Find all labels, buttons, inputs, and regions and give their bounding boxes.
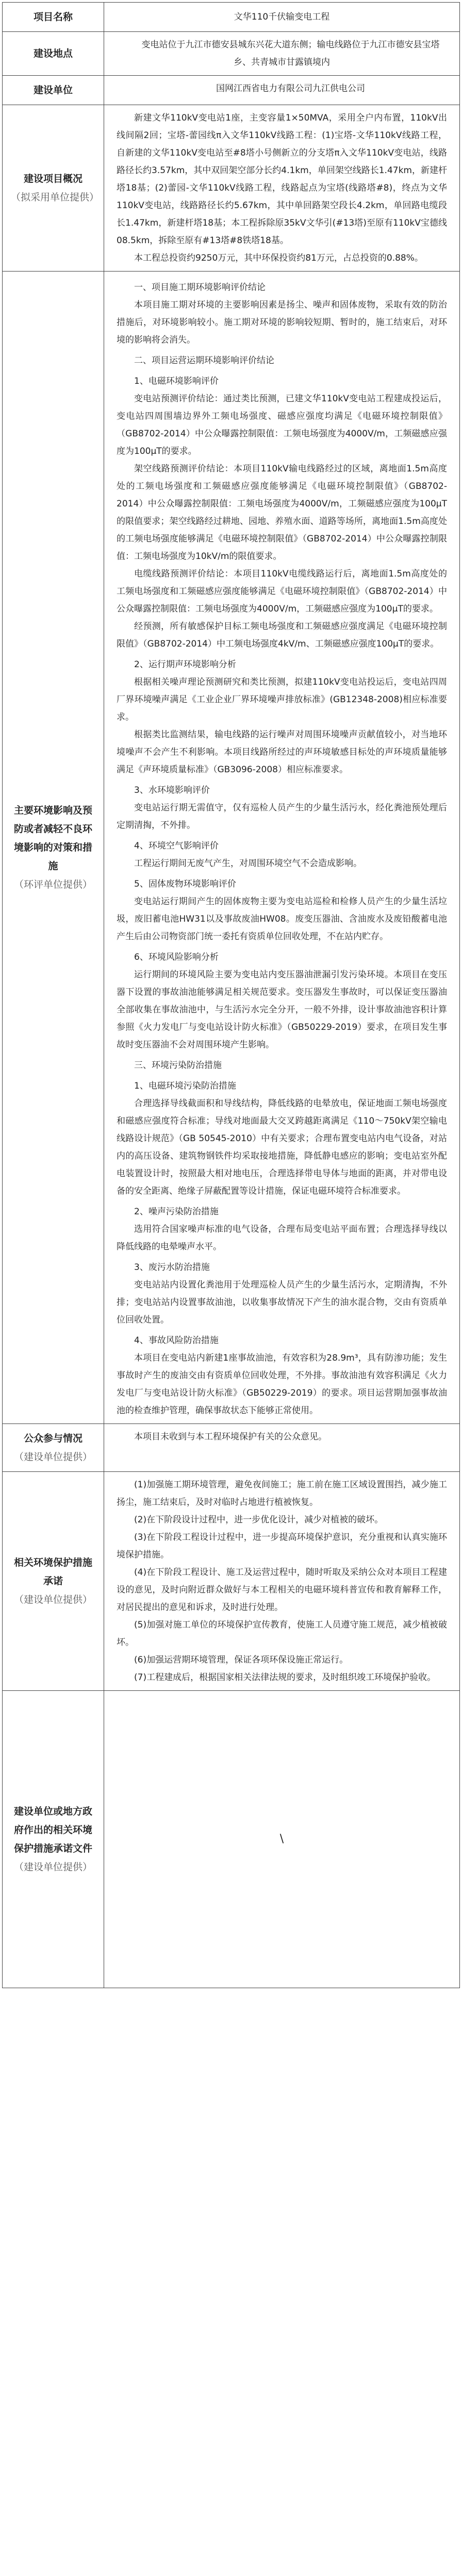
row-impacts (3, 272, 460, 1424)
public-content (104, 1424, 460, 1472)
impacts-paragraph: 变电站站内设置化粪池用于处理巡检人员产生的少量生活污水，定期清掏，不外排；变电站站内设置事故油池，以收集事故情况下产生的油水混合物，交由有资质单位回收处置。 (117, 1280, 447, 1325)
builder-paragraph: 国网江西省电力有限公司九江供电公司 (216, 83, 365, 94)
commit-paragraph: (7)工程建成后，根据国家相关法律法规的要求，及时组织竣工环境保护验收。 (134, 1672, 436, 1683)
impacts-paragraph: 2、运行期声环境影响分析 (134, 659, 236, 670)
impacts-paragraph: 1、电磁环境污染防治措施 (134, 1081, 236, 1091)
eia-disclosure-form (2, 2, 460, 1988)
impacts-paragraph: 5、固体废物环境影响评价 (134, 879, 236, 889)
commit-content (104, 1472, 460, 1691)
impacts-paragraph: 运行期间的环境风险主要为变电站内变压器油泄漏引发污染环境。本项目在变压器下设置的事故油池能够满足相关规范要求。变压器发生事故时，可以保证变压器油全部收集在事故油池中，与生活污水完全分开，一般不外排，设计事故油池容积计算参照《火力发电厂与变电站设计防火标准》（GB50229-2019）要求，在项目发生事故时变压器油不会对周围环境产生影响。 (117, 970, 447, 1050)
impacts-label: 主要环境影响及预防或者减轻不良环境影响的对策和措施 (13, 805, 92, 872)
scale-hint: （拟采用单位提供） (11, 192, 100, 203)
impacts-paragraph: 变电站运行期间产生的固体废物主要为变电站巡检和检修人员产生的少量生活垃圾，废旧蓄电池HW31以及事故废油HW08。废变压器油、含油废水及废铅酸蓄电池产生后由公司物资部门统一委托有资质单位回收处理，不在站内贮存。 (117, 896, 447, 942)
commit-paragraph: (5)加强对施工单位的环境保护宣传教育，使施工人员遵守施工规范，减少植被破坏。 (117, 1620, 447, 1648)
public-label-cell (3, 1424, 104, 1472)
row-builder (3, 76, 460, 105)
commit-paragraph: (4)在下阶段工程设计、施工及运营过程中，随时听取及采纳公众对本项目工程建设的意见，及时向附近群众做好与本工程相关的电磁环境科普宣传和教育解释工作，对居民提出的意见和诉求，及时进行处理。 (117, 1567, 447, 1613)
impacts-paragraph: 选用符合国家噪声标准的电气设备，合理布局变电站平面布置；合理选择导线以降低线路的电晕噪声水平。 (117, 1224, 447, 1252)
project-name-label: 项目名称 (3, 3, 104, 32)
other-paragraph: \ (279, 1833, 284, 1845)
impacts-paragraph: 1、电磁环境影响评价 (134, 376, 219, 386)
impacts-paragraph: 本项目在变电站内新建1座事故油池，有效容积为28.9m³，具有防渗功能；发生事故时产生的废油交由有资质单位回收处理，不外排。事故油池有效容积满足《火力发电厂与变电站设计防火标准》（GB50229-2019）的要求。项目运营期加强事故油池的检查维护管理，确保事故状态下能够正常使用。 (117, 1353, 447, 1416)
impacts-paragraph: 根据类比监测结果，输电线路的运行噪声对周围环境噪声贡献值较小，对当地环境噪声不会产生不利影响。本项目线路所经过的声环境敏感目标处的声环境质量能够满足《声环境质量标准》（GB3096-2008）相应标准要求。 (117, 730, 447, 775)
commit-label-cell (3, 1472, 104, 1691)
unit-label-cell (3, 32, 104, 76)
impacts-paragraph: 二、项目运营运期环境影响评价结论 (134, 355, 274, 366)
commit-paragraph: (2)在下阶段设计过程中，进一步优化设计，减少对植被的破坏。 (134, 1515, 384, 1525)
impacts-paragraph: 合理选择导线截面积和导线结构，降低线路的电晕放电，保证地面工频电场强度和磁感应强度符合标准；导线对地面最大交叉跨越距离满足《110～750kV架空输电线路设计规范》（GB 50545-2010）中有关要求；合理布置变电站内电气设备，对站内的高压设备、建筑物钢铁件均采取接地措施，降低静电感应的影响；变电站室外配电装置设计时，按照最大相对地电压，合理选择带电导体与地面的距离，并对带电设备的安全距离、绝缘子屏蔽配置等设计措施，保证电磁环境符合标准要求。 (117, 1098, 447, 1196)
commit-paragraph: (6)加强运营期环境管理，保证各项环保设施正常运行。 (134, 1655, 349, 1665)
impacts-paragraph: 4、环境空气影响评价 (134, 841, 219, 851)
scale-label-cell (3, 105, 104, 272)
row-other (3, 1691, 460, 1988)
impacts-paragraph: 3、废污水防治措施 (134, 1262, 210, 1273)
scale-paragraph: 本工程总投资约9250万元，其中环保投资约81万元，占总投资的0.88%。 (134, 253, 423, 263)
impacts-paragraph: 工程运行期间无废气产生，对周围环境空气不会造成影响。 (134, 858, 362, 869)
impacts-paragraph: 4、事故风险防治措施 (134, 1335, 219, 1346)
row-commit (3, 1472, 460, 1691)
impacts-paragraph: 2、噪声污染防治措施 (134, 1207, 219, 1217)
impacts-paragraph: 经预测，所有敏感保护目标工频电场强度和工频磁感应强度满足《电磁环境控制限值》（GB8702-2014）中工频电场强度4kV/m、工频磁感应强度100μT的要求。 (117, 621, 447, 649)
impacts-paragraph: 电缆线路预测评价结论：本项目110kV电缆线路运行后，离地面1.5m高度处的工频电场强度和工频磁感应强度能够满足《电磁环境控制限值》（GB8702-2014）中公众曝露控制限值：工频电场强度为4000V/m，工频磁感应强度为100μT的要求。 (117, 569, 447, 614)
commit-hint: （建设单位提供） (13, 1594, 92, 1605)
impacts-hint: （环评单位提供） (13, 879, 92, 890)
impacts-content (104, 272, 460, 1424)
unit-label: 建设地点 (33, 48, 73, 59)
builder-label-cell (3, 76, 104, 105)
impacts-paragraph: 一、项目施工期环境影响评价结论 (134, 282, 266, 293)
commit-paragraph: (3)在下阶段工程设计过程中，进一步提高环境保护意识，充分重视和认真实施环境保护措施。 (117, 1532, 447, 1560)
row-public (3, 1424, 460, 1472)
commit-label: 相关环境保护措施承诺 (13, 1557, 92, 1587)
impacts-paragraph: 6、环境风险影响分析 (134, 952, 219, 962)
row-unit (3, 32, 460, 76)
impacts-paragraph: 3、水环境影响评价 (134, 785, 210, 795)
scale-label: 建设项目概况 (23, 173, 82, 184)
public-paragraph: 本项目未收到与本工程环境保护有关的公众意见。 (134, 1432, 327, 1442)
commit-paragraph: (1)加强施工期环境管理，避免夜间施工；施工前在施工区域设置围挡，减少施工扬尘，施工结束后，及时对临时占地进行植被恢复。 (117, 1480, 447, 1507)
form-body (3, 3, 460, 1988)
other-hint: （建设单位提供） (13, 1861, 92, 1873)
other-label-cell (3, 1691, 104, 1988)
other-content (104, 1691, 460, 1988)
builder-label: 建设单位 (33, 84, 73, 96)
scale-content (104, 105, 460, 272)
scale-paragraph: 新建文华110kV变电站1座，主变容量1×50MVA，采用全户内布置，110kV出线间隔2回；宝塔-蕾园线π入文华110kV线路工程：(1)宝塔-文华110kV线路工程，自新建的文华110kV变电站至#8塔小号侧新立的分支塔π入文华110kV变电站，线路路径长约3.57km，其中双回架空部分长约4.1km，单回架空线路长1.47km，新建杆塔18基；(2)蕾园-文华110kV线路工程，线路起点为宝塔(线路塔#8)，终点为文华110kV变电站，线路路径长约5.67km，其中单回路架空段长4.2km，单回路电缆段长1.47km，新建杆塔18基；本工程拆除原35kV文华引(#13塔)至原有110kV宝德线08.5km，拆除至原有#13塔#8铁塔18基。 (117, 113, 447, 246)
unit-content (104, 32, 460, 76)
impacts-paragraph: 三、环境污染防治措施 (134, 1060, 222, 1071)
impacts-paragraph: 变电站预测评价结论：通过类比预测，已建文华110kV变电站工程建成投运后，变电站四周围墙边界外工频电场强度、磁感应强度均满足《电磁环境控制限值》（GB8702-2014）中公众曝露控制限值：工频电场强度为4000V/m，工频磁感应强度为100μT的要求。 (117, 394, 447, 456)
impacts-paragraph: 变电站运行期无需值守，仅有巡检人员产生的少量生活污水，经化粪池预处理后定期清掏，不外排。 (117, 803, 447, 831)
project-name-value: 文华110千伏输变电工程 (104, 3, 460, 32)
unit-paragraph: 变电站位于九江市德安县城东兴花大道东侧；输电线路位于九江市德安县宝塔乡、共青城市甘露镇境内 (141, 40, 440, 67)
impacts-label-cell (3, 272, 104, 1424)
row-project-name (3, 3, 460, 32)
impacts-paragraph: 本项目施工期对环境的主要影响因素是扬尘、噪声和固体废物，采取有效的防治措施后，对环境影响较小。施工期对环境的影响较短期、暂时的，施工结束后，对环境的影响将会消失。 (117, 300, 447, 345)
impacts-paragraph: 架空线路预测评价结论：本项目110kV输电线路经过的区域，离地面1.5m高度处的工频电场强度和工频磁感应强度能够满足《电磁环境控制限值》（GB8702-2014）中公众曝露控制限值：工频电场强度为4000V/m，工频磁感应强度为100μT的限值要求；架空线路经过耕地、园地、养殖水面、道路等场所，离地面1.5m高度处的工频电场强度能够满足《电磁环境控制限值》（GB8702-2014）中公众曝露控制限值：工频电场强度为10kV/m的限值要求。 (117, 464, 447, 562)
impacts-paragraph: 根据相关噪声理论预测研究和类比预测，拟建110kV变电站投运后，变电站四周厂界环境噪声满足《工业企业厂界环境噪声排放标准》(GB12348-2008)相应标准要求。 (117, 677, 447, 722)
builder-content (104, 76, 460, 105)
public-label: 公众参与情况 (23, 1433, 82, 1444)
public-hint: （建设单位提供） (13, 1451, 92, 1463)
other-label: 建设单位或地方政府作出的相关环境保护措施承诺文件 (13, 1806, 92, 1854)
row-scale (3, 105, 460, 272)
